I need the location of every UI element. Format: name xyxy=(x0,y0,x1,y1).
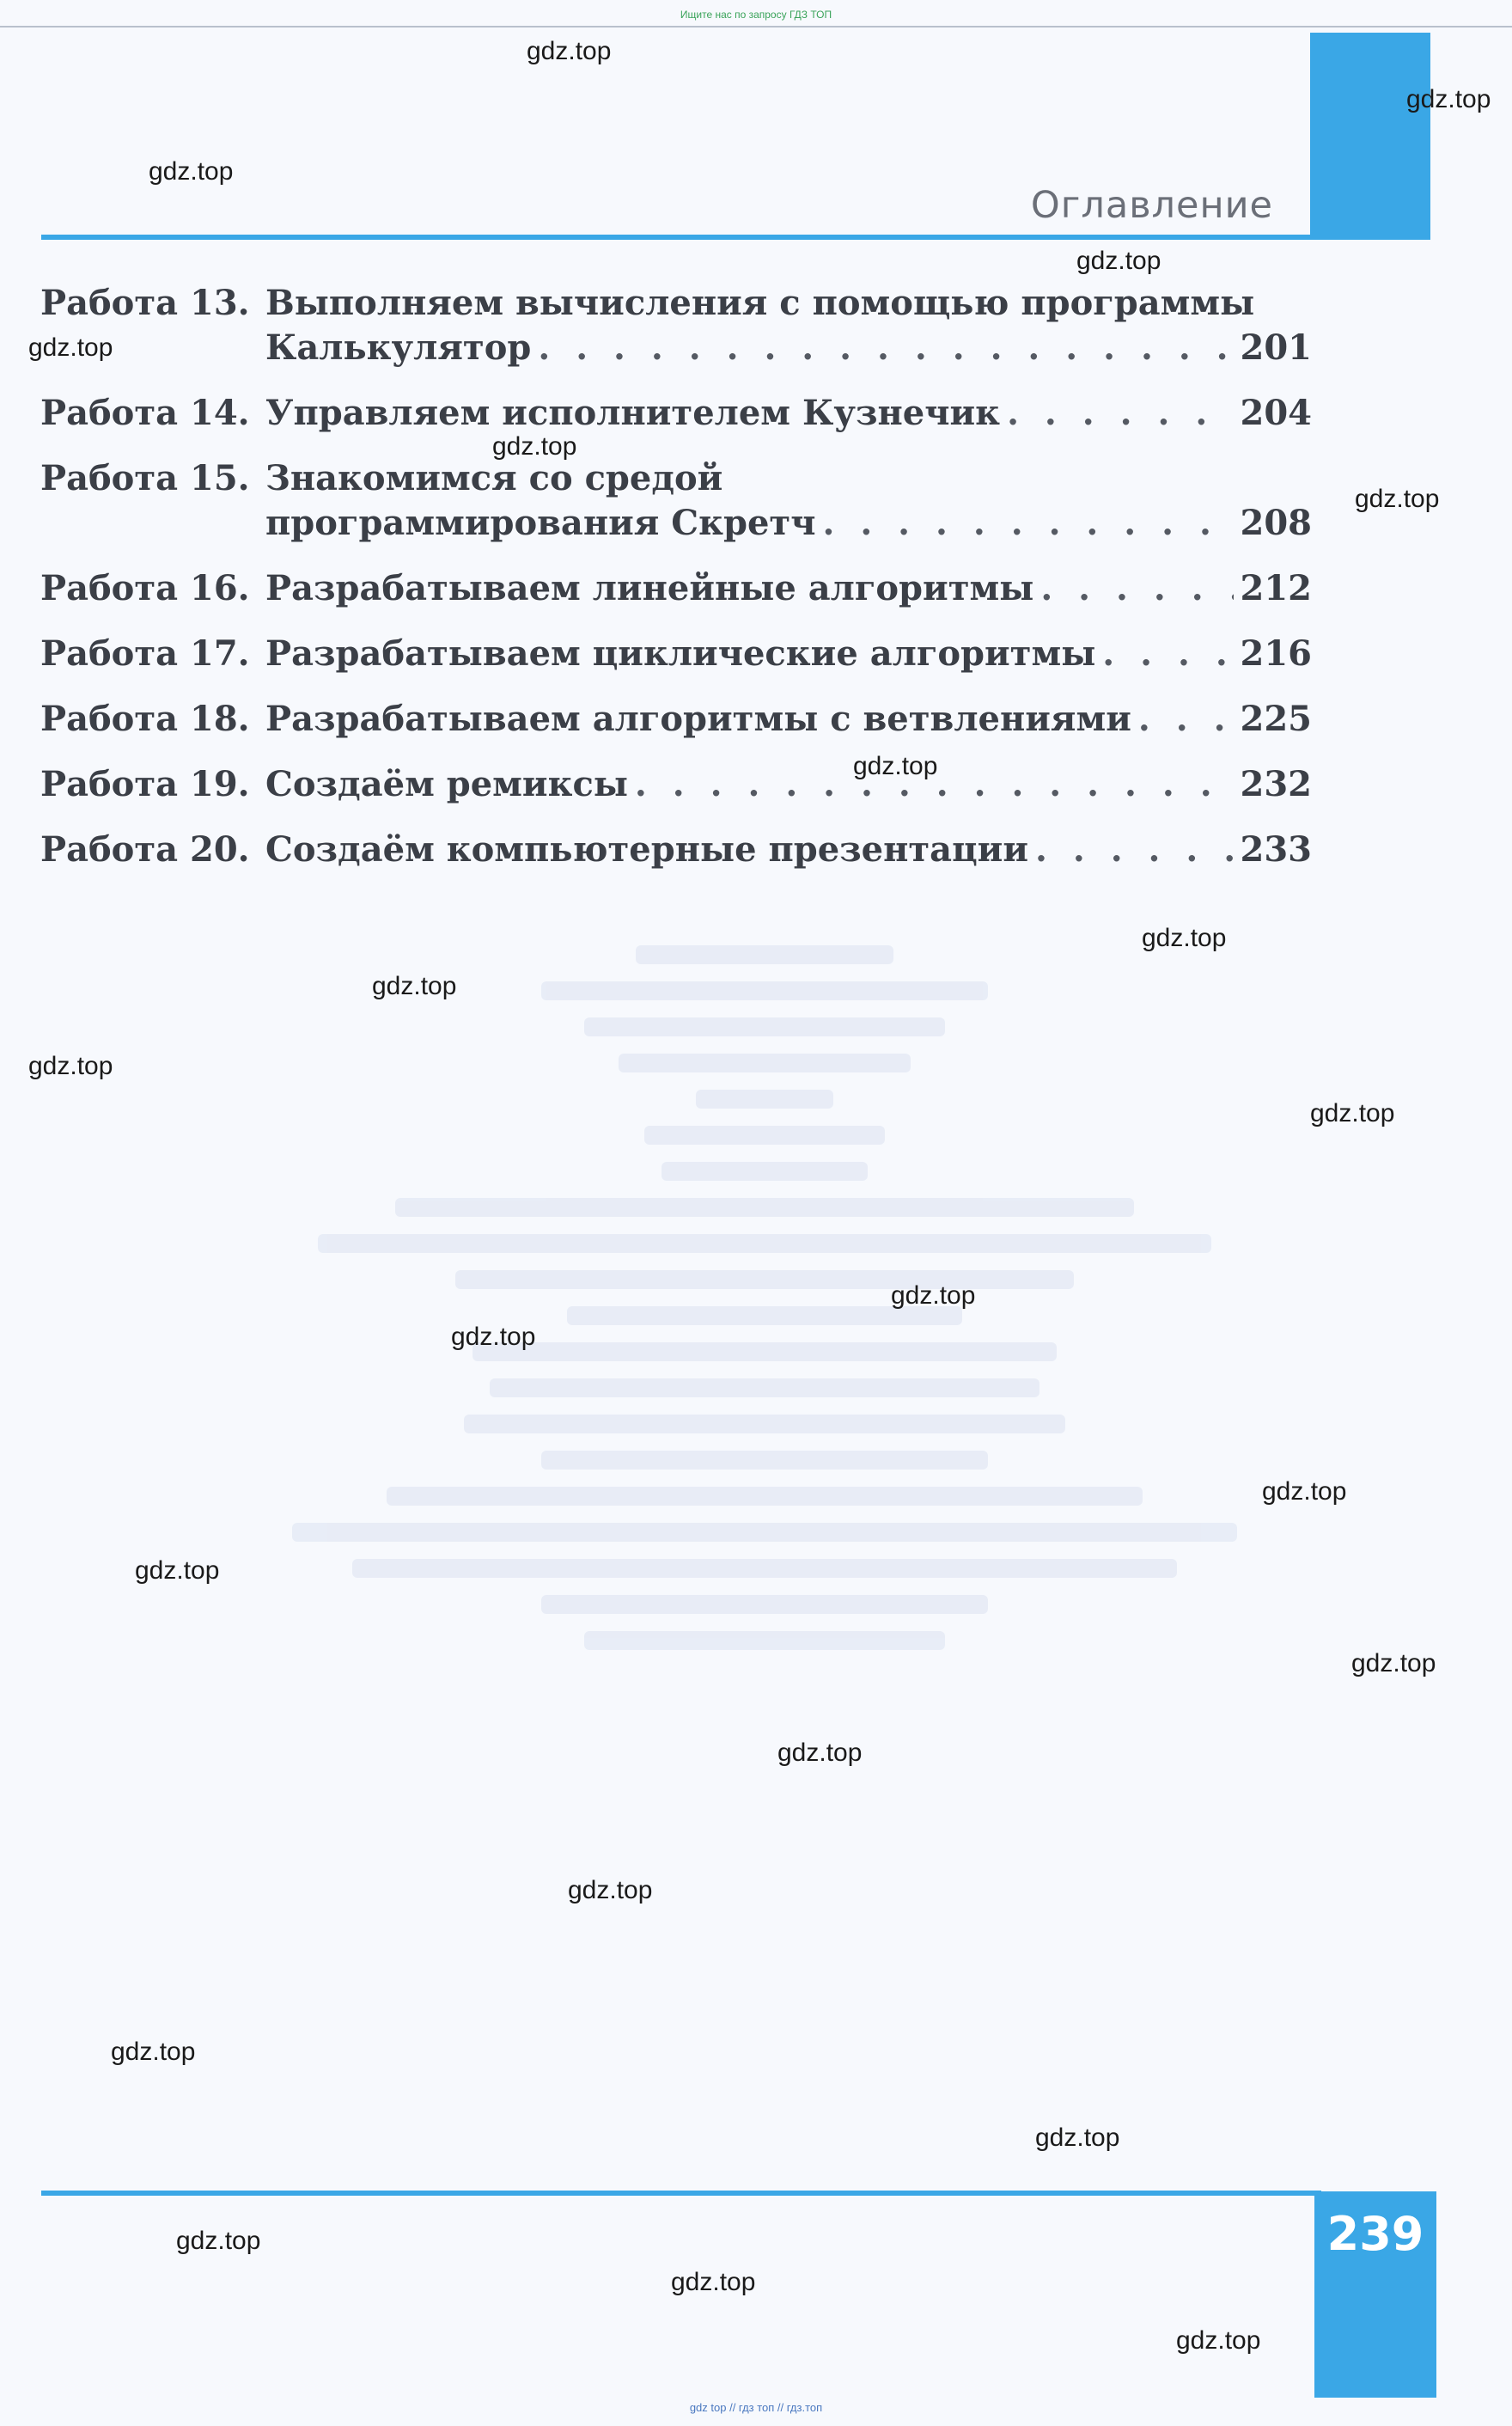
entry-title-line: Выполняем вычисления с помощью программы xyxy=(265,283,1255,323)
watermark: gdz.top xyxy=(777,1739,863,1767)
toc-entry[interactable] xyxy=(40,281,1312,370)
entry-title-line: Управляем исполнителем Кузнечик xyxy=(265,393,1001,433)
leader-dots xyxy=(822,501,1233,546)
watermark: gdz.top xyxy=(1355,485,1440,513)
bottom-banner[interactable]: gdz top // гдз топ // гдз.топ xyxy=(689,2401,823,2414)
watermark: gdz.top xyxy=(1406,85,1491,113)
watermark: gdz.top xyxy=(1076,247,1161,275)
toc-entry[interactable] xyxy=(40,762,1312,807)
footer-rule xyxy=(41,2191,1321,2196)
header-color-tab xyxy=(1310,33,1430,239)
entry-number: Работа 17. xyxy=(40,633,250,674)
entry-page: 201 xyxy=(1240,327,1312,368)
entry-title-line: Разрабатываем линейные алгоритмы xyxy=(265,568,1034,608)
entry-title-line: Создаём ремиксы xyxy=(265,764,628,804)
watermark: gdz.top xyxy=(492,432,577,461)
leader-dots xyxy=(1007,391,1233,436)
section-title: Оглавление xyxy=(1030,184,1273,227)
toc-entry[interactable] xyxy=(40,828,1312,872)
watermark: gdz.top xyxy=(1351,1649,1436,1677)
show-through-imprint xyxy=(249,928,1280,2114)
watermark: gdz.top xyxy=(1262,1477,1347,1506)
leader-dots xyxy=(1035,828,1234,872)
toc-entry[interactable] xyxy=(40,566,1312,611)
header-rule xyxy=(41,235,1430,240)
watermark: gdz.top xyxy=(372,972,457,1000)
entry-page: 208 xyxy=(1240,503,1312,543)
entry-page: 204 xyxy=(1240,393,1312,433)
watermark: gdz.top xyxy=(111,2038,196,2066)
watermark: gdz.top xyxy=(176,2227,261,2255)
entry-title-line: Калькулятор xyxy=(265,327,532,368)
entry-title-line: Разрабатываем циклические алгоритмы xyxy=(265,633,1096,674)
entry-title-line: Создаём компьютерные презентации xyxy=(265,829,1028,870)
entry-number: Работа 18. xyxy=(40,699,250,739)
watermark: gdz.top xyxy=(527,37,612,65)
top-divider xyxy=(0,26,1512,27)
entry-title-line: Знакомимся со средой xyxy=(265,458,723,498)
leader-dots xyxy=(538,326,1233,370)
top-banner[interactable]: Ищите нас по запросу ГДЗ ТОП xyxy=(680,9,832,21)
watermark: gdz.top xyxy=(1035,2124,1120,2152)
entry-page: 233 xyxy=(1240,829,1312,870)
watermark: gdz.top xyxy=(1310,1099,1395,1127)
watermark: gdz.top xyxy=(891,1281,976,1310)
entry-title-line: программирования Скретч xyxy=(265,503,816,543)
watermark: gdz.top xyxy=(1142,924,1227,952)
watermark: gdz.top xyxy=(149,157,234,186)
toc-entry[interactable] xyxy=(40,391,1312,436)
entry-page: 225 xyxy=(1240,699,1312,739)
table-of-contents xyxy=(40,281,1312,893)
toc-entry[interactable] xyxy=(40,456,1312,546)
entry-number: Работа 20. xyxy=(40,829,250,870)
entry-number: Работа 15. xyxy=(40,458,250,498)
watermark: gdz.top xyxy=(1176,2326,1261,2355)
watermark: gdz.top xyxy=(28,1052,113,1080)
entry-page: 212 xyxy=(1240,568,1312,608)
leader-dots xyxy=(1040,566,1233,611)
leader-dots xyxy=(1102,632,1233,676)
entry-number: Работа 19. xyxy=(40,764,250,804)
entry-number: Работа 13. xyxy=(40,283,250,323)
entry-page: 216 xyxy=(1240,633,1312,674)
entry-number: Работа 16. xyxy=(40,568,250,608)
watermark: gdz.top xyxy=(671,2268,756,2296)
watermark: gdz.top xyxy=(853,752,938,780)
toc-entry[interactable] xyxy=(40,632,1312,676)
watermark: gdz.top xyxy=(135,1556,220,1585)
leader-dots xyxy=(1138,697,1234,742)
page-number: 239 xyxy=(1326,2207,1424,2261)
toc-entry[interactable] xyxy=(40,697,1312,742)
watermark: gdz.top xyxy=(568,1876,653,1904)
watermark: gdz.top xyxy=(28,333,113,362)
entry-number: Работа 14. xyxy=(40,393,250,433)
entry-title-line: Разрабатываем алгоритмы с ветвлениями xyxy=(265,699,1131,739)
entry-page: 232 xyxy=(1240,764,1312,804)
watermark: gdz.top xyxy=(451,1323,536,1351)
